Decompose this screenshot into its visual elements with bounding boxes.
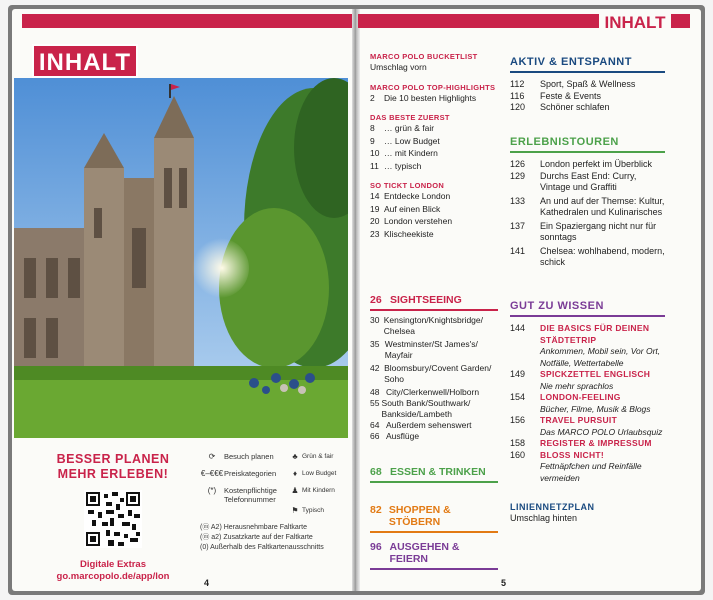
toc-entry[interactable]: 116 Feste & Events xyxy=(510,90,602,101)
plan-visit-icon: ⟳ xyxy=(208,452,216,461)
toc-entry[interactable]: 158 REGISTER & IMPRESSUM xyxy=(510,438,652,448)
section-shoppen xyxy=(370,504,498,537)
page-number-left: 4 xyxy=(204,578,210,588)
toc-entry[interactable]: 112 Sport, Spaß & Wellness xyxy=(510,79,636,89)
with-kids-icon: ♟ xyxy=(291,486,299,495)
toc-entry[interactable]: 42 Bloomsbury/Covent Garden/ Soho xyxy=(370,363,492,384)
legend-text: Mit Kindern xyxy=(302,487,335,494)
toc-entry[interactable]: 19 Auf einen Blick xyxy=(370,203,441,214)
toc-entry[interactable]: 141 Chelsea: wohlhabend, modern, schick xyxy=(510,245,665,267)
toc-entry[interactable]: 8 … grün & fair xyxy=(370,123,435,133)
typical-icon: ⚑ xyxy=(291,506,299,515)
qr-code[interactable] xyxy=(84,490,142,548)
toc-entry[interactable]: 156 TRAVEL PURSUIT Das MARCO POLO Urlaubsquiz xyxy=(510,415,663,437)
toc-heading: DAS BESTE ZUERST xyxy=(370,113,450,122)
legend-text: Kostenpflichtige Telefonnummer xyxy=(224,486,277,504)
toc-entry[interactable]: 55 South Bank/Southwark/ Bankside/Lambeth xyxy=(370,398,471,419)
legend-row xyxy=(200,486,350,506)
section-essen xyxy=(370,466,498,487)
map-notes xyxy=(200,523,324,553)
toc-entry[interactable]: 11 … typisch xyxy=(370,160,422,171)
wissen-heading[interactable]: GUT ZU WISSEN xyxy=(510,300,665,317)
promo-line-2: MEHR ERLEBEN! xyxy=(57,467,169,481)
toc-entry[interactable]: 154 LONDON-FEELING Bücher, Filme, Musik & Blogs xyxy=(510,392,651,414)
toc-entry[interactable]: 129 Durchs East End: Curry, Vintage und Graffiti xyxy=(510,170,637,192)
inhalt-badge: INHALT xyxy=(32,44,138,78)
liniennetzplan-heading[interactable]: LINIENNETZPLAN xyxy=(510,502,595,512)
digital-extras-url[interactable]: go.marcopolo.de/app/lon xyxy=(56,571,170,582)
price-category-icon: €–€€€ xyxy=(200,469,224,478)
section-wissen xyxy=(510,300,665,484)
promo-line-1: BESSER PLANEN xyxy=(56,452,170,466)
page-number-right: 5 xyxy=(501,578,507,588)
sightseeing-heading[interactable]: 26 SIGHTSEEING xyxy=(370,294,498,311)
toc-entry[interactable]: 137 Ein Spaziergang nicht nur für sonntags xyxy=(510,220,657,242)
legend-row xyxy=(200,452,350,469)
touren-heading[interactable]: ERLEBNISTOUREN xyxy=(510,136,665,153)
toc-entry[interactable]: 20 London verstehen xyxy=(370,216,453,226)
toc-entry[interactable]: Umschlag vorn xyxy=(370,62,427,72)
ausgehen-heading[interactable]: 96 AUSGEHEN & FEIERN xyxy=(370,541,498,570)
toc-entry[interactable]: 149 SPICKZETTEL ENGLISCH Nie mehr sprachlos xyxy=(510,369,651,391)
legend-text: Typisch xyxy=(302,507,325,514)
toc-entry[interactable]: 160 BLOSS NICHT! Fettnäpfchen und Reinfälle vermeiden xyxy=(510,449,642,483)
toc-entry[interactable]: 9 … Low Budget xyxy=(370,135,440,146)
essen-trinken-heading[interactable]: 68 ESSEN & TRINKEN xyxy=(370,466,498,483)
low-budget-icon: ♦ xyxy=(292,469,298,478)
toc-entry[interactable]: 64 Außerdem sehenswert xyxy=(370,420,472,430)
toc-entry[interactable]: 126 London perfekt im Überblick xyxy=(510,159,653,169)
legend-row xyxy=(200,506,350,523)
toc-entry[interactable]: 66 Ausflüge xyxy=(370,431,420,441)
toc-heading: MARCO POLO BUCKETLIST xyxy=(370,52,478,61)
legend-text: Grün & fair xyxy=(302,453,334,460)
map-note: (ⓜ A2) Herausnehmbare Faltkarte xyxy=(200,524,307,531)
section-ausgehen xyxy=(370,541,498,574)
legend-text: Low Budget xyxy=(302,470,337,477)
digital-extras-label: Digitale Extras xyxy=(80,559,146,570)
top-red-bar-left xyxy=(22,14,352,28)
green-fair-icon: ♣ xyxy=(292,452,298,461)
toc-entry[interactable]: 30 Kensington/Knightsbridge/ Chelsea xyxy=(370,315,484,336)
toc-heading: MARCO POLO TOP-HIGHLIGHTS xyxy=(370,82,496,92)
section-plan xyxy=(510,502,665,524)
toc-entry[interactable]: 14 Entdecke London xyxy=(370,191,451,201)
toc-entry[interactable]: 48 City/Clerkenwell/Holborn xyxy=(370,387,480,397)
toc-heading: SO TICKT LONDON xyxy=(370,181,445,190)
book-gutter xyxy=(352,9,360,591)
section-aktiv xyxy=(510,56,665,114)
toc-intro-column xyxy=(370,52,498,240)
toc-entry[interactable]: 10 … mit Kindern xyxy=(370,148,438,158)
legend-row xyxy=(200,469,350,486)
toc-entry[interactable]: 35 Westminster/St James's/ Mayfair xyxy=(370,339,478,360)
map-note: (ⓜ a2) Zusatzkarte auf der Faltkarte xyxy=(200,534,313,541)
section-sightseeing xyxy=(370,294,498,442)
toc-entry[interactable]: 2 Die 10 besten Highlights xyxy=(370,92,477,103)
toc-entry[interactable]: 23 Klischeekiste xyxy=(370,228,434,239)
legend-text: Preiskategorien xyxy=(224,469,277,478)
liniennetzplan-location: Umschlag hinten xyxy=(510,513,578,523)
toc-entry[interactable]: 120 Schöner schlafen xyxy=(510,102,610,112)
shoppen-heading[interactable]: 82 SHOPPEN & STÖBERN xyxy=(370,504,498,533)
section-touren xyxy=(510,136,665,269)
map-note: (0) Außerhalb des Faltkartenausschnitts xyxy=(200,544,324,551)
paid-phone-icon: (*) xyxy=(207,486,217,495)
westminster-abbey-photo xyxy=(14,78,348,438)
aktiv-heading[interactable]: AKTIV & ENTSPANNT xyxy=(510,56,665,73)
inhalt-header-right: INHALT xyxy=(599,14,671,32)
toc-entry[interactable]: 133 An und auf der Themse: Kultur, Kathedralen und Kulinarisches xyxy=(510,195,665,217)
toc-entry[interactable]: 144 DIE BASICS FÜR DEINEN STÄDTETRIP Ankommen, Mobil sein, Vor Ort, Notfälle, Wettertabelle xyxy=(510,323,661,368)
promo-block xyxy=(36,452,190,583)
legend-text: Besuch planen xyxy=(224,452,274,461)
symbol-legend xyxy=(200,452,350,523)
